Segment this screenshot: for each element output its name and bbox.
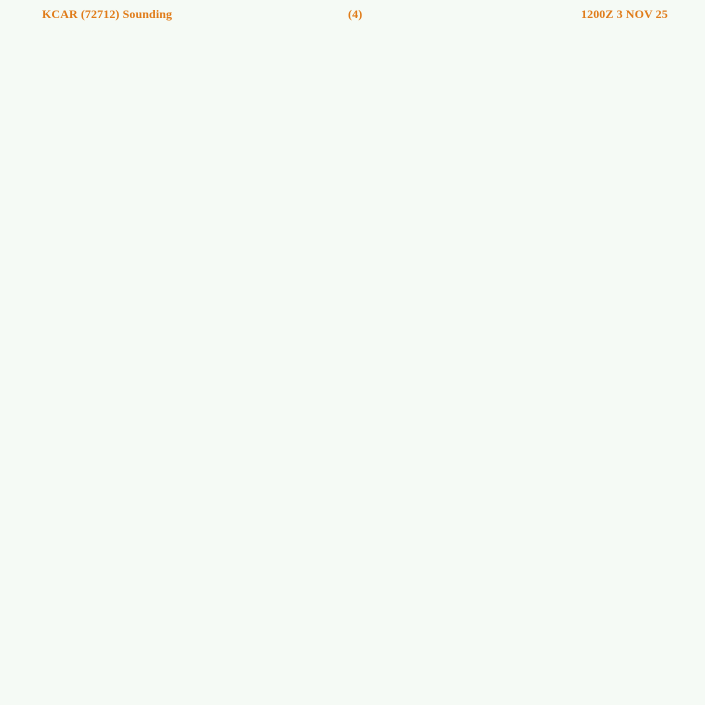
- valid-time-label: 1200Z 3 NOV 25: [581, 7, 668, 21]
- sounding-index-label: (4): [348, 7, 363, 21]
- station-title: KCAR (72712) Sounding: [42, 7, 173, 21]
- chart-header: [0, 7, 705, 25]
- sounding-plot-area: [0, 30, 705, 705]
